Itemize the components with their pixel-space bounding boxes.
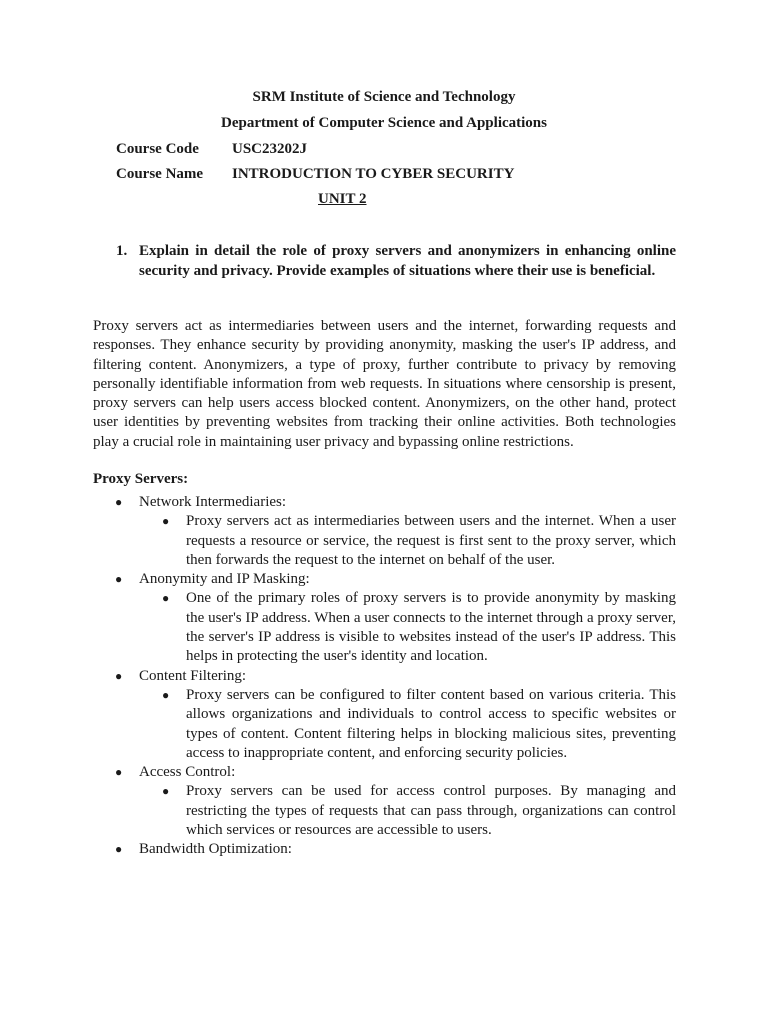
list-item <box>93 763 676 782</box>
list-subitem-text: One of the primary roles of proxy servers is to provide anonymity by masking the user's IP address. When a user connects to the internet through a proxy server, the server's IP address is visible to websites instead of the user's IP address. This helps in protecting the user's identity and location. <box>186 590 676 665</box>
bullet-icon: ● <box>162 784 170 799</box>
list-item-label: Bandwidth Optimization: <box>139 841 292 858</box>
answer-paragraph: Proxy servers act as intermediaries between users and the internet, forwarding requests and responses. They enhance security by providing anonymity, masking the user's IP address, and filtering content. Anonymizers, a type of proxy, further contribute to privacy by removing personally identifiable information from web requests. In situations where censorship is present, proxy servers can help users access blocked content. Anonymizers, on the other hand, protect user identities by preventing websites from tracking their online activities. Both technologies play a crucial role in maintaining user privacy and bypassing online restrictions. <box>93 318 676 450</box>
bullet-icon: ● <box>115 668 123 683</box>
list-item-label: Content Filtering: <box>139 667 247 684</box>
course-name-value: INTRODUCTION TO CYBER SECURITY <box>232 166 515 182</box>
proxy-servers-list <box>93 493 676 860</box>
list-subitem <box>93 686 676 763</box>
bullet-icon: ● <box>115 842 123 857</box>
list-item <box>93 840 676 859</box>
course-code-value: USC23202J <box>232 141 308 157</box>
list-subitem <box>93 782 676 840</box>
bullet-icon: ● <box>162 687 170 702</box>
list-item-label: Anonymity and IP Masking: <box>139 571 310 588</box>
list-subitem-text: Proxy servers act as intermediaries between users and the internet. When a user requests a resource or service, the request is first sent to the proxy server, which then forwards the request to the internet on behalf of the user. <box>186 513 676 568</box>
course-name-label: Course Name <box>116 166 204 182</box>
institute-name: SRM Institute of Science and Technology <box>252 89 516 105</box>
unit-heading: UNIT 2 <box>318 191 367 207</box>
list-item <box>93 570 676 589</box>
bullet-icon: ● <box>115 572 123 587</box>
list-subitem <box>93 512 676 570</box>
list-subitem <box>93 589 676 666</box>
section-title: Proxy Servers: <box>93 471 189 487</box>
list-subitem-text: Proxy servers can be used for access control purposes. By managing and restricting the types of requests that can pass through, organizations can control which services or resources are accessible to users. <box>186 783 676 839</box>
question-text: Explain in detail the role of proxy servers and anonymizers in enhancing online security and privacy. Provide examples of situations where their use is beneficial. <box>139 243 676 279</box>
list-item-label: Access Control: <box>139 764 236 781</box>
list-item-label: Network Intermediaries: <box>139 494 287 510</box>
bullet-icon: ● <box>115 765 123 780</box>
department-name: Department of Computer Science and Applications <box>221 115 547 131</box>
question-number: 1. <box>116 243 128 259</box>
course-code-label: Course Code <box>116 141 199 157</box>
list-subitem-text: Proxy servers can be configured to filter content based on various criteria. This allows organizations and individuals to control access to specific websites or types of content. Content filtering helps in blocking malicious sites, preventing access to inappropriate content, and enforcing security policies. <box>186 686 676 761</box>
question-block <box>116 241 676 281</box>
list-item <box>93 493 676 512</box>
bullet-icon: ● <box>162 514 170 529</box>
bullet-icon: ● <box>162 591 170 606</box>
bullet-icon: ● <box>115 495 123 509</box>
list-item <box>93 667 676 686</box>
